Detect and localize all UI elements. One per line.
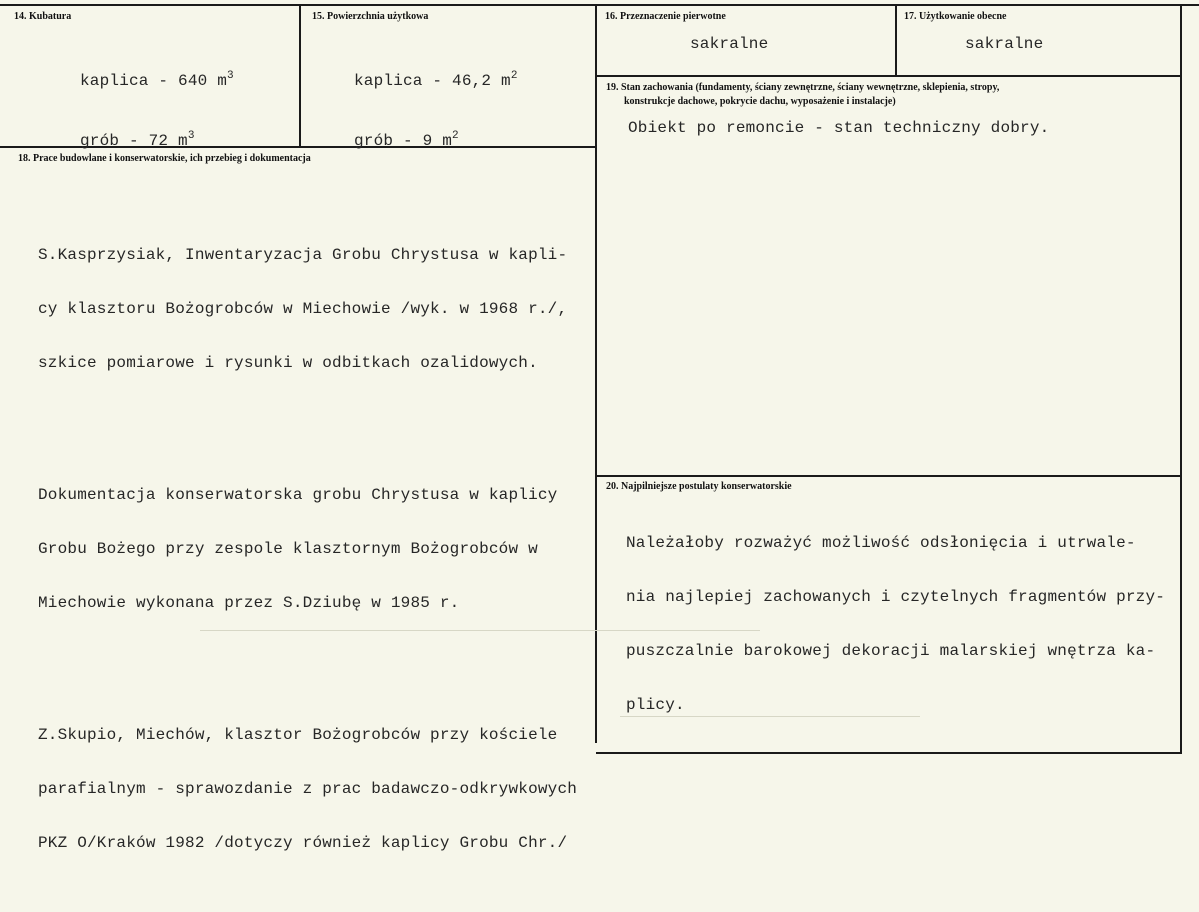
field-18-paragraph [38,450,577,648]
field-14-line: kaplica - 640 $m^3$ [80,70,234,90]
field-18-paragraph [38,690,577,888]
bottom-border [596,752,1182,754]
field-15-line: grób - 9 $m^2$ [354,130,459,150]
field-20-value [626,498,1165,732]
right-border [1180,5,1182,753]
field-18-line: S.Kasprzysiak, Inwentaryzacja Grobu Chrystusa w kapli- [38,246,568,264]
field-15-value [354,33,518,171]
field-18-value [38,174,577,912]
field-18-line: Grobu Bożego przy zespole klasztornym Bożogrobców w [38,540,538,558]
divider-14-15 [299,5,301,147]
field-15-line: kaplica - 46,2 $m^2$ [354,70,518,90]
divider-left-right [595,5,597,743]
field-18-line: Dokumentacja konserwatorska grobu Chrystusa w kaplicy [38,486,558,504]
field-19-label [606,81,999,109]
field-18-label: 18. Prace budowlane i konserwatorskie, ich przebieg i dokumentacja [18,153,311,164]
field-16-label: 16. Przeznaczenie pierwotne [605,11,726,22]
top-border [0,4,1199,6]
field-17-value: sakralne [965,35,1044,53]
field-19-label-line: 19. Stan zachowania (fundamenty, ściany zewnętrzne, ściany wewnętrzne, sklepienia, stropy, [606,82,1000,93]
field-18-line: Z.Skupio, Miechów, klasztor Bożogrobców przy kościele [38,726,558,744]
field-20-line: nia najlepiej zachowanych i czytelnych fragmentów przy- [626,588,1166,606]
hline-under-16-17 [596,75,1181,77]
field-20-line: puszczalnie barokowej dekoracji malarskiej wnętrza ka- [626,642,1156,660]
field-18-line: Miechowie wykonana przez S.Dziubę w 1985 r. [38,594,460,612]
divider-16-17 [895,5,897,75]
field-14-value [80,33,234,171]
field-18-paragraph [38,210,577,408]
hline-under-19 [596,475,1181,477]
field-18-line: szkice pomiarowe i rysunki w odbitkach ozalidowych. [38,354,538,372]
field-14-line: grób - 72 $m^3$ [80,130,195,150]
field-17-label: 17. Użytkowanie obecne [904,11,1007,22]
field-19-value: Obiekt po remoncie - stan techniczny dobry. [628,119,1050,137]
field-19-label-line: konstrukcje dachowe, pokrycie dachu, wyposażenie i instalacje) [624,96,896,107]
field-20-line: Należałoby rozważyć możliwość odsłonięcia i utrwale- [626,534,1136,552]
field-20-label: 20. Najpilniejsze postulaty konserwatorskie [606,481,792,492]
field-18-line: cy klasztoru Bożogrobców w Miechowie /wyk. w 1968 r./, [38,300,568,318]
field-18-line: parafialnym - sprawozdanie z prac badawczo-odkrywkowych [38,780,578,798]
field-16-value: sakralne [690,35,769,53]
field-14-label: 14. Kubatura [14,11,72,22]
field-18-line: PKZ O/Kraków 1982 /dotyczy również kaplicy Grobu Chr./ [38,834,568,852]
field-20-line: plicy. [626,696,685,714]
field-15-label: 15. Powierzchnia użytkowa [312,11,429,22]
